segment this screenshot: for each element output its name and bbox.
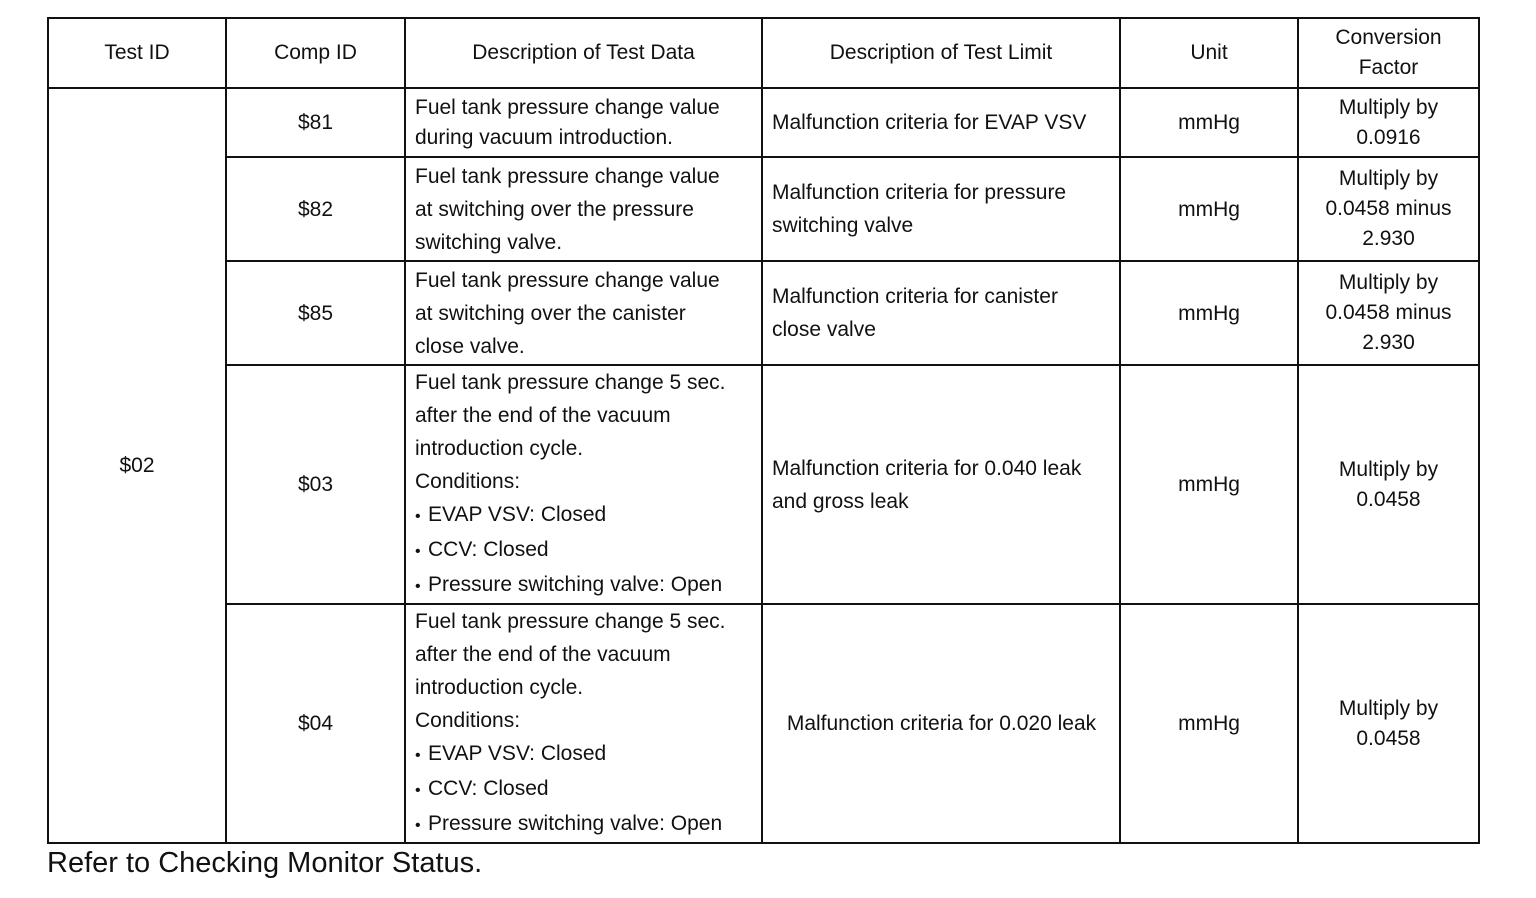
- comp-id-cell: $04: [226, 604, 405, 843]
- table-header-row: [48, 18, 1479, 88]
- condition-item: • Pressure switching valve: Open: [415, 807, 753, 842]
- bullet-icon: •: [415, 747, 421, 764]
- condition-item: • CCV: Closed: [415, 772, 753, 807]
- comp-id-cell: $81: [226, 88, 405, 157]
- bullet-icon: •: [415, 508, 421, 525]
- test-limit-cell: Malfunction criteria for 0.040 leak and gross leak: [762, 365, 1120, 604]
- comp-id-cell: $82: [226, 157, 405, 261]
- test-limit-cell: Malfunction criteria for 0.020 leak: [762, 604, 1120, 843]
- table-row: [48, 88, 1479, 157]
- table-row: [48, 604, 1479, 843]
- conversion-factor-cell: Multiply by 0.0458 minus 2.930: [1298, 157, 1479, 261]
- unit-cell: mmHg: [1120, 604, 1298, 843]
- condition-item: • EVAP VSV: Closed: [415, 498, 753, 533]
- test-data-cell: Fuel tank pressure change 5 sec. after the end of the vacuum introduction cycle. Conditions: • EVAP VSV: Closed • CCV: Closed • Pressure switching valve: Open: [405, 365, 762, 604]
- table-row: [48, 261, 1479, 365]
- header-conversion-factor: Conversion Factor: [1298, 18, 1479, 88]
- bullet-icon: •: [415, 578, 421, 595]
- monitor-test-table: [47, 17, 1480, 844]
- conversion-factor-cell: Multiply by 0.0458: [1298, 604, 1479, 843]
- test-data-cell: Fuel tank pressure change value at switching over the pressure switching valve.: [405, 157, 762, 261]
- table-row: [48, 365, 1479, 604]
- test-data-cell: Fuel tank pressure change 5 sec. after the end of the vacuum introduction cycle. Conditions: • EVAP VSV: Closed • CCV: Closed • Pressure switching valve: Open: [405, 604, 762, 843]
- header-comp-id: Comp ID: [226, 18, 405, 88]
- table-row: [48, 157, 1479, 261]
- unit-cell: mmHg: [1120, 88, 1298, 157]
- condition-item: • Pressure switching valve: Open: [415, 568, 753, 603]
- comp-id-cell: $03: [226, 365, 405, 604]
- test-data-cell: Fuel tank pressure change value at switching over the canister close valve.: [405, 261, 762, 365]
- header-test-limit: Description of Test Limit: [762, 18, 1120, 88]
- header-unit: Unit: [1120, 18, 1298, 88]
- conversion-factor-cell: Multiply by 0.0458 minus 2.930: [1298, 261, 1479, 365]
- test-id-cell: $02: [48, 88, 226, 843]
- test-limit-cell: Malfunction criteria for pressure switching valve: [762, 157, 1120, 261]
- footer-note: Refer to Checking Monitor Status.: [47, 847, 483, 879]
- bullet-icon: •: [415, 543, 421, 560]
- test-data-cell: Fuel tank pressure change value during vacuum introduction.: [405, 88, 762, 157]
- unit-cell: mmHg: [1120, 261, 1298, 365]
- unit-cell: mmHg: [1120, 365, 1298, 604]
- unit-cell: mmHg: [1120, 157, 1298, 261]
- header-test-data: Description of Test Data: [405, 18, 762, 88]
- conversion-factor-cell: Multiply by 0.0458: [1298, 365, 1479, 604]
- test-limit-cell: Malfunction criteria for canister close valve: [762, 261, 1120, 365]
- test-limit-cell: Malfunction criteria for EVAP VSV: [762, 88, 1120, 157]
- header-test-id: Test ID: [48, 18, 226, 88]
- comp-id-cell: $85: [226, 261, 405, 365]
- condition-item: • CCV: Closed: [415, 533, 753, 568]
- condition-item: • EVAP VSV: Closed: [415, 737, 753, 772]
- conversion-factor-cell: Multiply by 0.0916: [1298, 88, 1479, 157]
- bullet-icon: •: [415, 782, 421, 799]
- bullet-icon: •: [415, 817, 421, 834]
